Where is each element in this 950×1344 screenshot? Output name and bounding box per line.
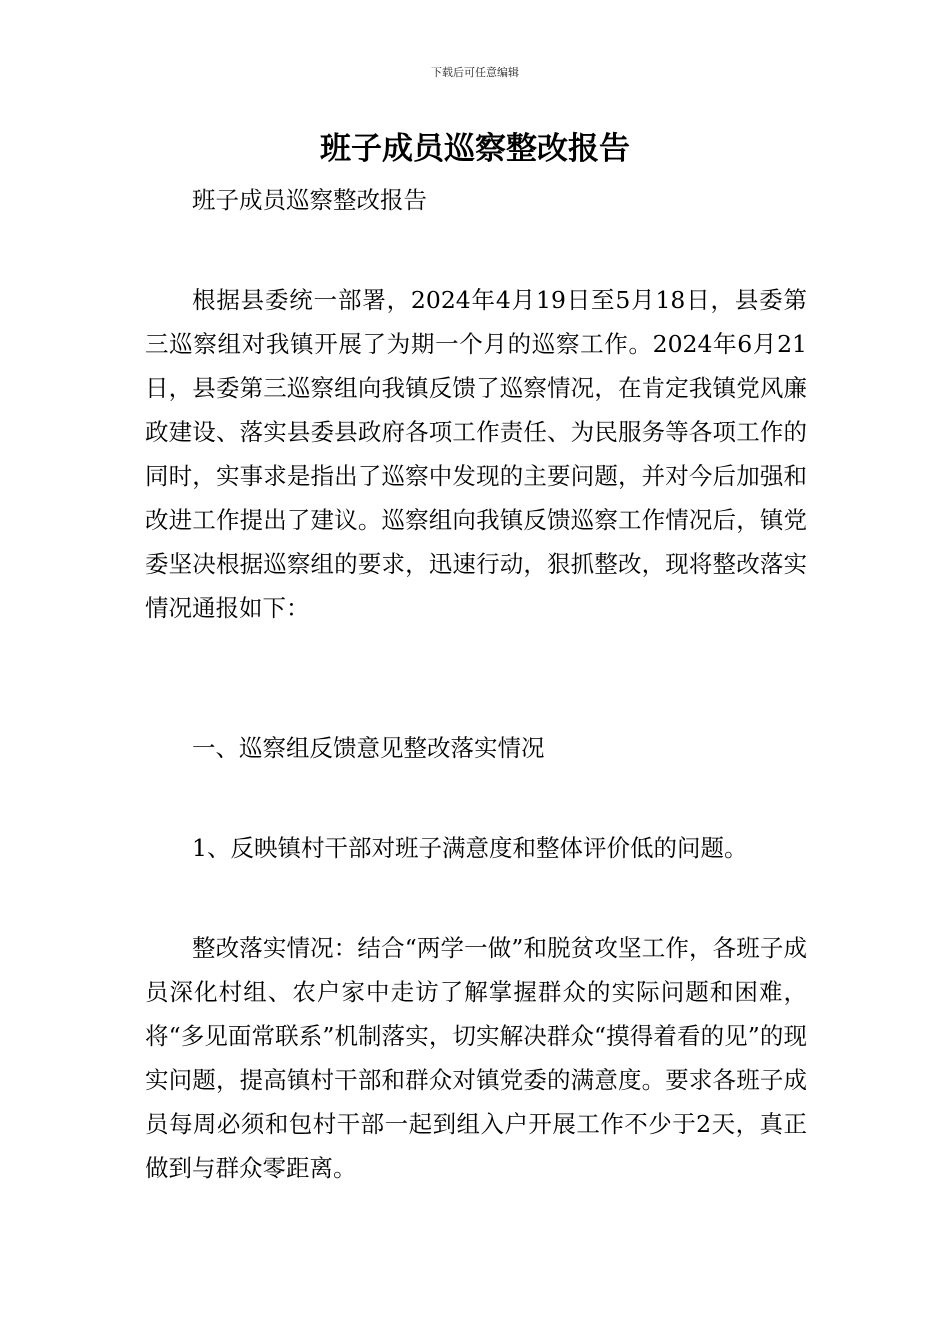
page-title: 班子成员巡察整改报告 [320,131,630,167]
section-heading: 一、巡察组反馈意见整改落实情况 [192,734,545,762]
intro-paragraph: 根据县委统一部署，2024年4月19日至5月18日，县委第三巡察组对我镇开展了为期一个月的巡察工作。2024年6月21日，县委第三巡察组向我镇反馈了巡察情况，在肯定我镇党风廉政建设、落实县委县政府各项工作责任、为民服务等各项工作的同时，实事求是指出了巡察中发现的主要问题，并对今后加强和改进工作提出了建议。巡察组向我镇反馈巡察工作情况后，镇党委坚决根据巡察组的要求，迅速行动，狠抓整改，现将整改落实情况通报如下： [145,286,807,622]
header-note: 下载后可任意编辑 [431,66,519,79]
document-subtitle: 班子成员巡察整改报告 [192,186,427,214]
rectification-paragraph-1: 整改落实情况：结合“两学一做”和脱贫攻坚工作，各班子成员深化村组、农户家中走访了解掌握群众的实际问题和困难，将“多见面常联系”机制落实，切实解决群众“摸得着看的见”的现实问题，提高镇村干部和群众对镇党委的满意度。要求各班子成员每周必须和包村干部一起到组入户开展工作不少于2天，真正做到与群众零距离。 [145,934,807,1182]
issue-item-1: 1、反映镇村干部对班子满意度和整体评价低的问题。 [192,834,748,862]
